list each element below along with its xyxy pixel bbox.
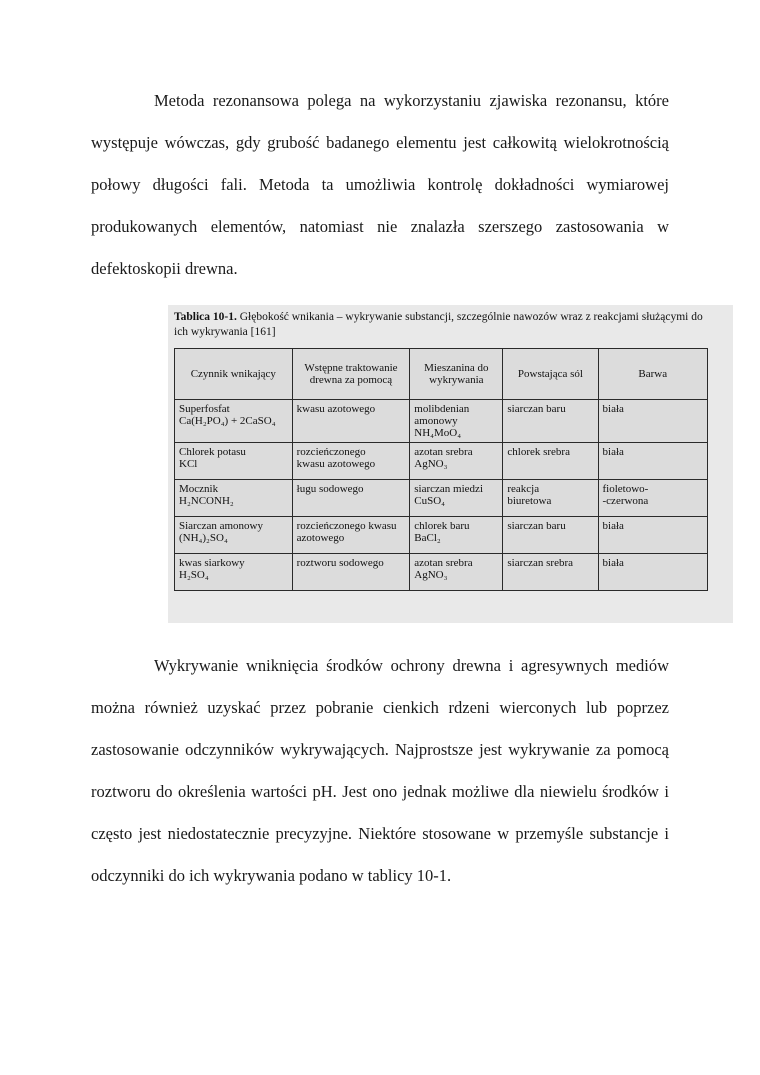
cell-agent — [175, 443, 293, 480]
cell-line: Ca(H₂PO₄) + 2CaSO₄ — [179, 415, 276, 427]
table-row — [175, 480, 708, 517]
cell-mixture — [410, 517, 503, 554]
cell-line: siarczan miedzi — [414, 483, 483, 495]
table-header-row — [175, 349, 708, 400]
cell-salt — [503, 517, 598, 554]
cell-color — [598, 443, 707, 480]
cell-line: siarczan srebra — [507, 557, 574, 569]
cell-line: roztworu sodowego — [296, 557, 384, 569]
cell-line: BaCl₂ — [414, 532, 441, 544]
cell-pretreatment — [292, 480, 410, 517]
cell-line: Chlorek potasu — [179, 446, 246, 458]
table-caption-text: Głębokość wnikania – wykrywanie substancji, szczególnie nawozów wraz z reakcjami służącymi do ich wykrywania [161] — [174, 311, 703, 338]
table-row — [175, 517, 708, 554]
cell-line: chlorek srebra — [507, 446, 570, 458]
cell-mixture — [410, 480, 503, 517]
cell-line: rozcieńczonego — [296, 446, 366, 458]
cell-line: Mocznik — [179, 483, 219, 495]
cell-salt — [503, 443, 598, 480]
cell-line: kwasu azotowego — [296, 458, 376, 470]
cell-line: Siarczan amonowy — [179, 520, 263, 532]
table-row — [175, 554, 708, 591]
cell-line: biała — [602, 557, 624, 569]
header-mixture: Mieszanina do wykrywania — [410, 349, 503, 400]
paragraph-detection — [91, 645, 669, 897]
paragraph-text: Metoda rezonansowa polega na wykorzystaniu zjawiska rezonansu, które występuje wówczas, gdy grubość badanego elementu jest całkowitą wielokrotnością połowy długości fali. Metoda ta umożliwia kontrolę dokładności wymiarowej produkowanych elementów, natomiast nie znalazła szerszego zastosowania w defektoskopii drewna. — [91, 91, 669, 278]
cell-pretreatment — [292, 517, 410, 554]
cell-line: azotan srebra — [414, 446, 473, 458]
cell-pretreatment — [292, 400, 410, 443]
cell-salt — [503, 400, 598, 443]
cell-line: azotowego — [296, 532, 345, 544]
cell-line: H₂NCONH₂ — [179, 495, 234, 507]
cell-line: (NH₄)₂SO₄ — [179, 532, 228, 544]
cell-mixture — [410, 400, 503, 443]
cell-line: kwasu azotowego — [296, 403, 376, 415]
cell-line: siarczan baru — [507, 403, 566, 415]
cell-line: H₂SO₄ — [179, 569, 209, 581]
cell-line: chlorek baru — [414, 520, 470, 532]
cell-agent — [175, 517, 293, 554]
cell-mixture — [410, 554, 503, 591]
cell-line: NH₄MoO₄ — [414, 427, 462, 439]
table-row — [175, 400, 708, 443]
cell-line: AgNO₃ — [414, 458, 448, 470]
cell-color — [598, 400, 707, 443]
cell-line: Superfosfat — [179, 403, 230, 415]
cell-line: biała — [602, 403, 624, 415]
cell-color — [598, 517, 707, 554]
cell-line: ługu sodowego — [296, 483, 364, 495]
cell-line: biuretowa — [507, 495, 552, 507]
cell-agent — [175, 400, 293, 443]
cell-line: reakcja — [507, 483, 540, 495]
cell-line: biała — [602, 446, 624, 458]
table-figure — [168, 305, 733, 623]
cell-mixture — [410, 443, 503, 480]
table-caption-label: Tablica 10-1. — [174, 311, 237, 323]
paragraph-text: Wykrywanie wniknięcia środków ochrony drewna i agresywnych mediów można również uzyskać przez pobranie cienkich rdzeni wierconych lub poprzez zastosowanie odczynników wykrywających. Najprostsze jest wykrywanie za pomocą roztworu do określenia wartości pH. Jest ono jednak możliwe dla niewielu środków i często jest niedostatecznie precyzyjne. Niektóre stosowane w przemyśle substancje i odczynniki do ich wykrywania podano w tablicy 10-1. — [91, 656, 669, 885]
header-salt: Powstająca sól — [503, 349, 598, 400]
cell-line: molibdenian — [414, 403, 470, 415]
cell-line: siarczan baru — [507, 520, 566, 532]
paragraph-resonance-method — [91, 80, 669, 290]
cell-line: KCl — [179, 458, 198, 470]
cell-line: kwas siarkowy — [179, 557, 245, 569]
cell-agent — [175, 554, 293, 591]
cell-salt — [503, 480, 598, 517]
cell-line: biała — [602, 520, 624, 532]
cell-agent — [175, 480, 293, 517]
cell-pretreatment — [292, 443, 410, 480]
cell-line: rozcieńczonego kwasu — [296, 520, 397, 532]
cell-line: fioletowo- — [602, 483, 649, 495]
header-color: Barwa — [598, 349, 707, 400]
table-row — [175, 443, 708, 480]
cell-line: -czerwona — [602, 495, 649, 507]
detection-table — [174, 348, 708, 591]
cell-line: CuSO₄ — [414, 495, 446, 507]
table-caption — [174, 310, 719, 340]
cell-line: amonowy — [414, 415, 458, 427]
header-pretreatment: Wstępne traktowanie drewna za pomocą — [292, 349, 410, 400]
header-agent: Czynnik wnikający — [175, 349, 293, 400]
cell-pretreatment — [292, 554, 410, 591]
cell-color — [598, 554, 707, 591]
cell-salt — [503, 554, 598, 591]
cell-color — [598, 480, 707, 517]
table-body — [175, 400, 708, 591]
cell-line: AgNO₃ — [414, 569, 448, 581]
cell-line: azotan srebra — [414, 557, 473, 569]
